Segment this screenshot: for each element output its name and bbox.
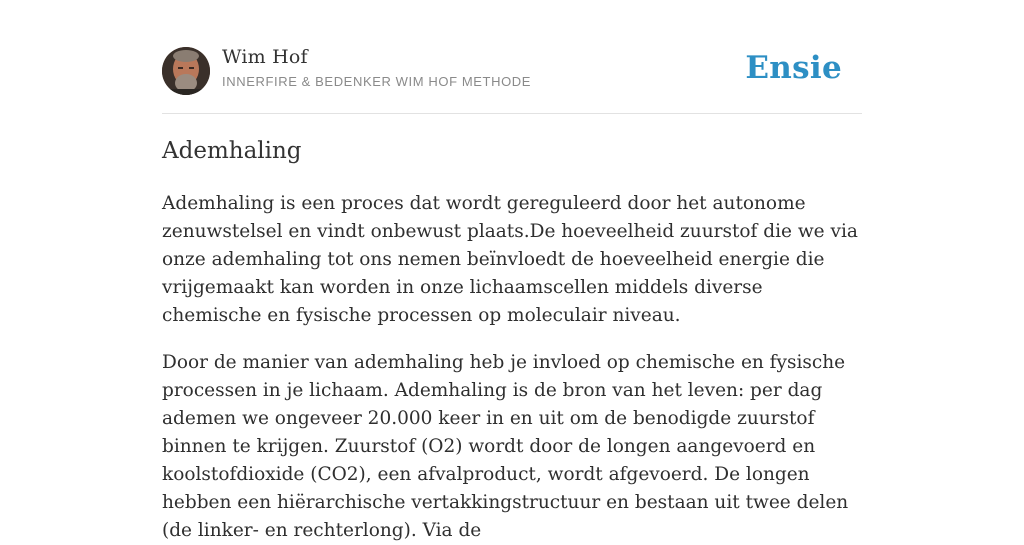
article-paragraph: Door de manier van ademhaling heb je invloed op chemische en fysische processen in je lichaam. Ademhaling is de bron van het leven: per dag ademen we ongeveer 20.000 keer in en uit om de benodigde zuurstof binnen te krijgen. Zuurstof (O2) wordt door de longen aangevoerd en koolstofdioxide (CO2), een afvalproduct, wordt afgevoerd. De longen hebben een hiërarchische vertakkingstructuur en bestaan uit twee delen (de linker- en rechterlong). Via de	[162, 352, 849, 541]
article-title: Ademhaling	[162, 138, 302, 164]
author-name[interactable]: Wim Hof	[222, 46, 308, 68]
author-role: INNERFIRE & BEDENKER WIM HOF METHODE	[222, 74, 532, 89]
article-page	[162, 0, 862, 541]
avatar-portrait-icon	[162, 47, 210, 95]
article-header	[162, 0, 862, 114]
author-avatar[interactable]	[162, 47, 210, 95]
brand-logo[interactable]: Ensie	[745, 50, 842, 86]
article-paragraph: Ademhaling is een proces dat wordt gereguleerd door het autonome zenuwstelsel en vindt onbewust plaats.De hoeveelheid zuurstof die we via onze ademhaling tot ons nemen beïnvloedt de hoeveelheid energie die vrijgemaakt kan worden in onze lichaamscellen middels diverse chemische en fysische processen op moleculair niveau.	[162, 193, 858, 326]
